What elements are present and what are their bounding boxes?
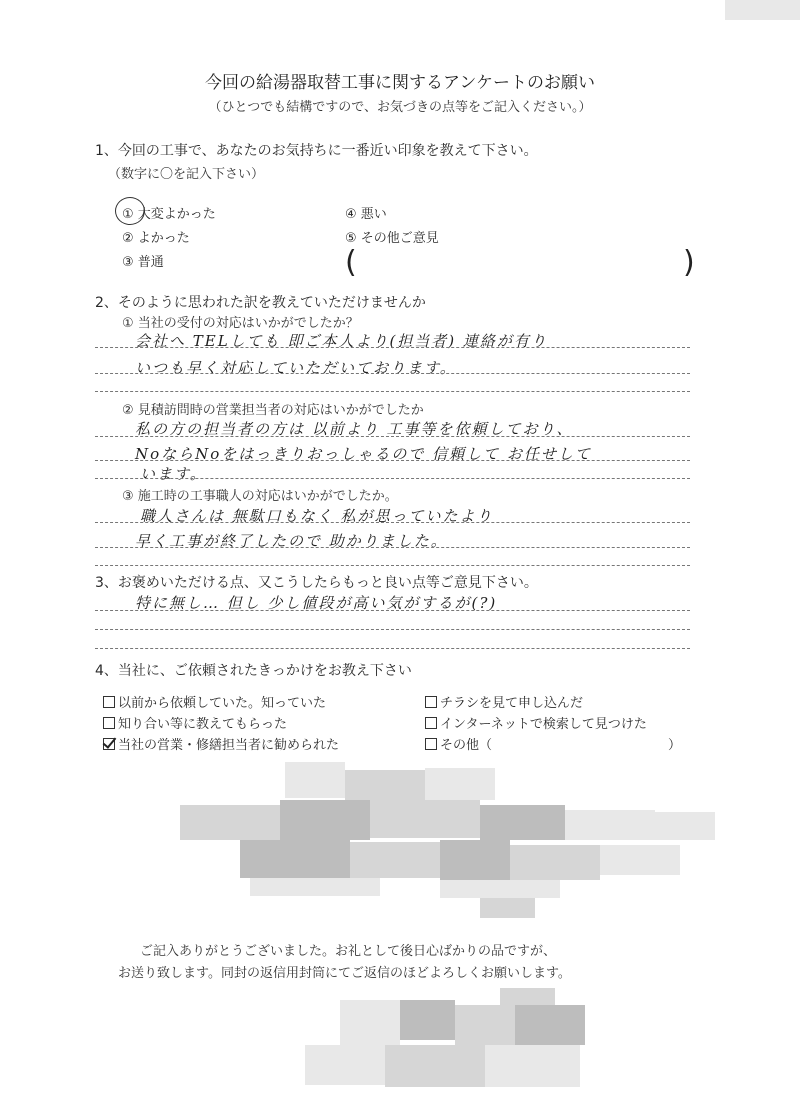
answer-rule	[95, 547, 690, 548]
q4-option-label: 知り合い等に教えてもらった	[118, 717, 288, 732]
q4-option-internet[interactable]	[425, 713, 647, 732]
q1-option-3[interactable]: ③ 普通	[122, 255, 164, 270]
checkbox[interactable]	[425, 696, 437, 708]
answer-rule	[95, 436, 690, 437]
checkbox[interactable]	[103, 717, 115, 729]
q4-label: 4、当社に、ご依頼されたきっかけをお教え下さい	[95, 663, 412, 679]
q4-option-previous[interactable]	[103, 692, 326, 711]
q4-option-other[interactable]	[425, 734, 492, 753]
thanks-line-2: お送り致します。同封の返信用封筒にてご返信のほどよろしくお願いします。	[118, 966, 571, 981]
answer-rule	[95, 347, 690, 348]
q2-sub2-answer-2: NoならNoをはっきりおっしゃるので 信頼して お任せして	[135, 445, 592, 463]
q2-sub1-question: ① 当社の受付の対応はいかがでしたか？	[122, 316, 359, 331]
answer-rule	[95, 478, 690, 479]
q1-option-2[interactable]: ② よかった	[122, 231, 190, 246]
q2-sub3-answer-2: 早く工事が終了したので 助かりました。	[135, 532, 448, 550]
q2-sub2-answer-3: います。	[140, 465, 207, 483]
q2-sub2-answer-1: 私の方の担当者の方は 以前より 工事等を依頼しており、	[135, 420, 574, 438]
checkbox[interactable]	[425, 738, 437, 750]
checkbox[interactable]	[103, 696, 115, 708]
answer-rule	[95, 373, 690, 374]
q3-answer-1: 特に無し… 但し 少し値段が高い気がするが(?)	[135, 594, 498, 612]
q2-sub1-answer-2: いつも早く対応していただいております。	[135, 359, 457, 377]
q4-option-label: インターネットで検索して見つけた	[440, 717, 647, 732]
q4-option-sales-rep[interactable]	[103, 734, 339, 753]
q1-option-5[interactable]: ⑤ その他ご意見	[345, 231, 439, 246]
checkbox-checked[interactable]	[103, 738, 115, 750]
answer-rule	[95, 648, 690, 649]
q4-option-label: チラシを見て申し込んだ	[440, 696, 584, 711]
q4-other-paren-close: ）	[668, 738, 682, 753]
q1-instruction: （数字に〇を記入下さい）	[108, 167, 265, 182]
q1-option-1[interactable]: ① 大変よかった	[122, 207, 216, 222]
q4-option-label: 当社の営業・修繕担当者に勧められた	[118, 738, 340, 753]
q2-sub2-question: ② 見積訪問時の営業担当者の対応はいかがでしたか	[122, 403, 424, 418]
answer-rule	[95, 610, 690, 611]
thanks-line-1: ご記入ありがとうございました。お礼として後日心ばかりの品ですが、	[140, 944, 557, 959]
checkbox[interactable]	[425, 717, 437, 729]
q1-other-paren-open: (	[345, 245, 357, 280]
q4-option-acquaintance[interactable]	[103, 713, 287, 732]
page-title: 今回の給湯器取替工事に関するアンケートのお願い	[205, 73, 595, 93]
answer-rule	[95, 522, 690, 523]
q2-sub1-answer-1: 会社へ TELしても 即ご本人より(担当者) 連絡が有り	[135, 332, 548, 350]
answer-rule	[95, 629, 690, 630]
answer-rule	[95, 565, 690, 566]
q2-sub3-question: ③ 施工時の工事職人の対応はいかがでしたか。	[122, 489, 398, 504]
q4-option-label: その他（	[440, 738, 493, 753]
q4-option-label: 以前から依頼していた。知っていた	[118, 696, 327, 711]
answer-rule	[95, 460, 690, 461]
q1-other-paren-close: )	[683, 245, 695, 280]
q4-option-flyer[interactable]	[425, 692, 583, 711]
answer-rule	[95, 391, 690, 392]
q2-sub3-answer-1: 職人さんは 無駄口もなく 私が思っていたより	[140, 507, 494, 525]
q1-label: 1、今回の工事で、あなたのお気持ちに一番近い印象を教えて下さい。	[95, 143, 538, 159]
page-subtitle: （ひとつでも結構ですので、お気づきの点等をご記入ください。）	[208, 100, 592, 115]
q2-label: 2、そのように思われた訳を教えていただけませんか	[95, 295, 426, 311]
q3-label: 3、お褒めいただける点、又こうしたらもっと良い点等ご意見下さい。	[95, 575, 538, 591]
corner-smudge	[725, 0, 800, 20]
q1-option-4[interactable]: ④ 悪い	[345, 207, 387, 222]
